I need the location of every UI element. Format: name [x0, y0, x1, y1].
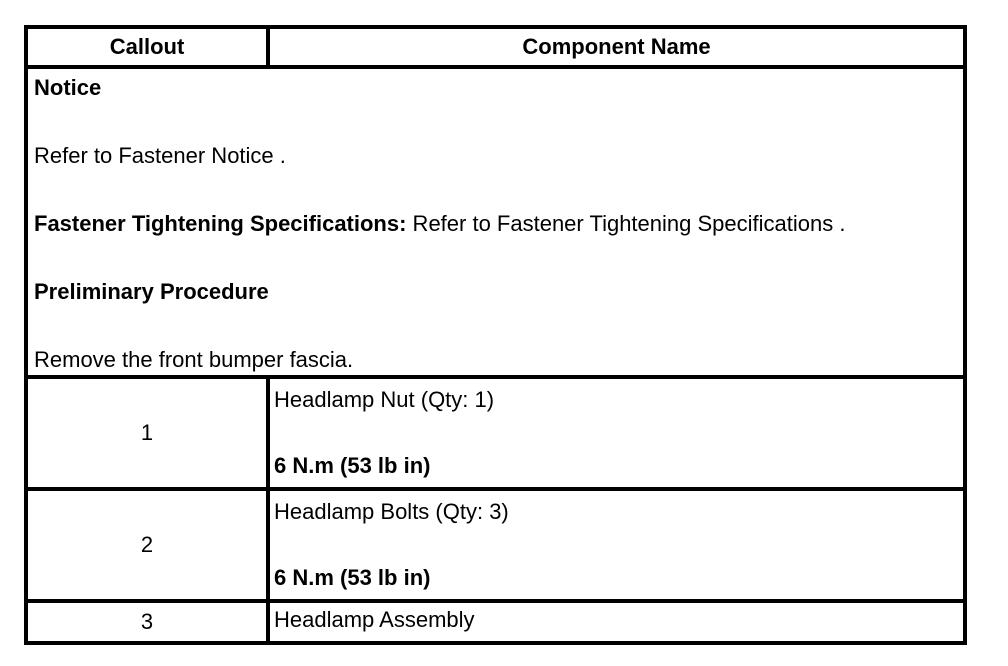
callout-cell: 3 — [26, 601, 268, 643]
fastener-notice-text: Refer to Fastener Notice . — [34, 143, 286, 168]
component-table — [24, 25, 967, 645]
component-name-cell — [268, 377, 965, 489]
torque-spec: 6 N.m (53 lb in) — [274, 565, 431, 590]
component-name: Headlamp Assembly — [274, 607, 475, 632]
preliminary-procedure-heading: Preliminary Procedure — [34, 279, 269, 304]
component-name-column-header: Component Name — [268, 27, 965, 67]
callout-cell: 2 — [26, 489, 268, 601]
torque-spec: 6 N.m (53 lb in) — [274, 453, 431, 478]
notice-heading: Notice — [34, 75, 102, 100]
notice-cell — [26, 67, 965, 377]
table-row — [26, 377, 965, 489]
component-name-cell — [268, 601, 965, 643]
component-name: Headlamp Nut (Qty: 1) — [274, 387, 495, 412]
table-row — [26, 489, 965, 601]
table-row — [26, 601, 965, 643]
table-header-row — [26, 27, 965, 67]
tightening-spec-label: Fastener Tightening Specifications: — [34, 211, 407, 236]
component-name: Headlamp Bolts (Qty: 3) — [274, 499, 509, 524]
notice-row — [26, 67, 965, 377]
callout-cell: 1 — [26, 377, 268, 489]
tightening-spec-text: Refer to Fastener Tightening Specifications . — [406, 211, 846, 236]
callout-column-header: Callout — [26, 27, 268, 67]
preliminary-procedure-text: Remove the front bumper fascia. — [34, 347, 354, 372]
tightening-spec-line — [34, 211, 963, 237]
component-name-cell — [268, 489, 965, 601]
